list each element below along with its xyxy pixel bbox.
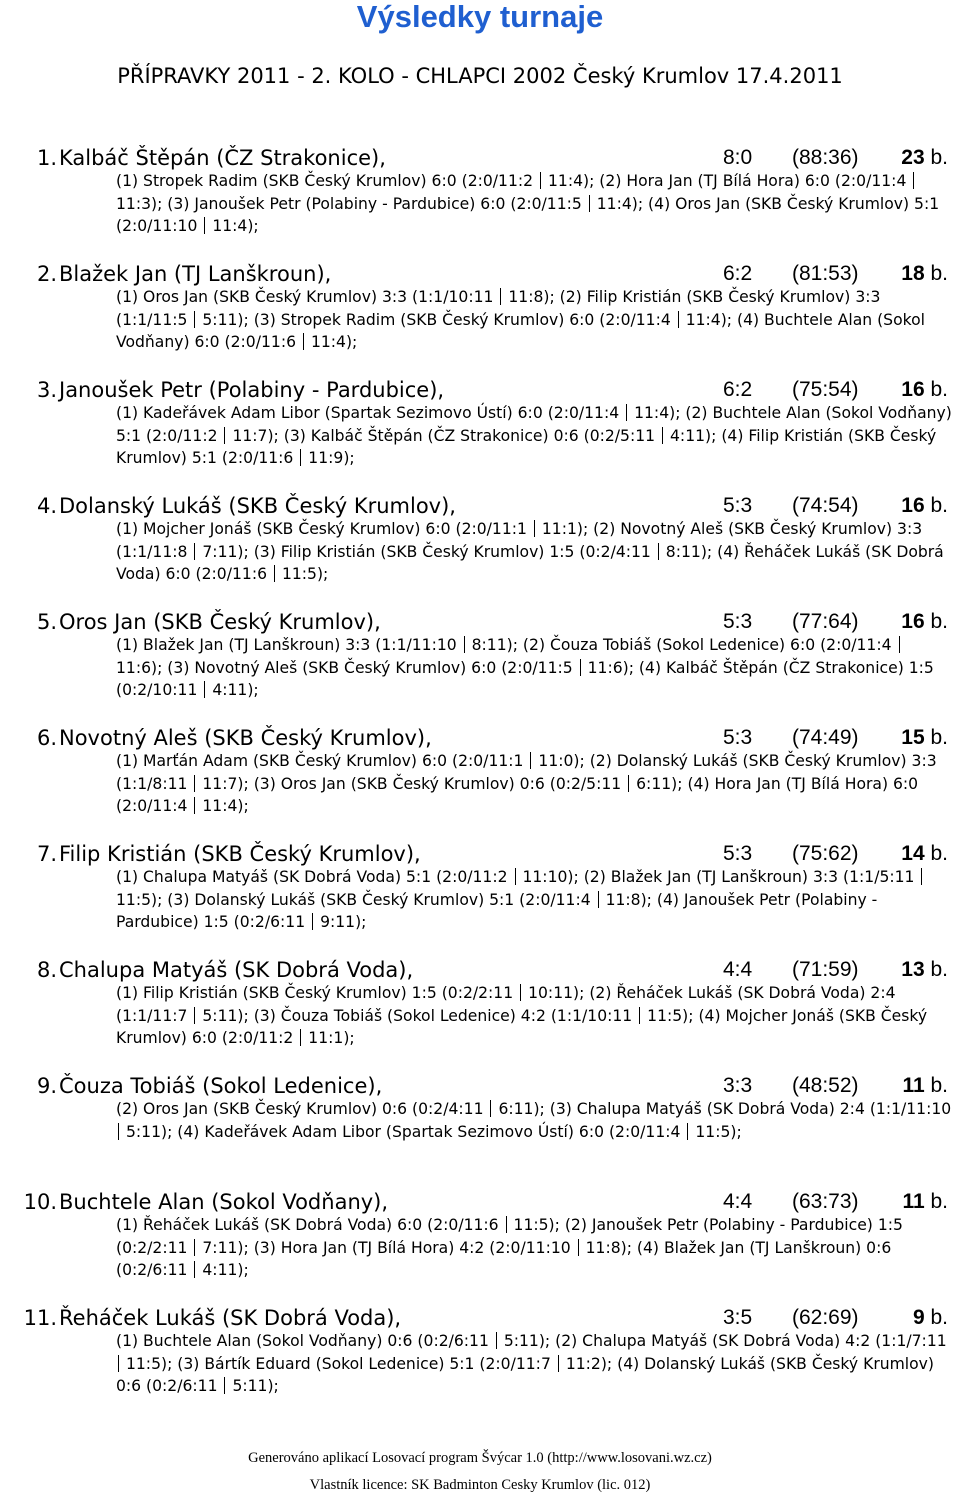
score-separator [194, 1007, 195, 1024]
score-separator [520, 984, 521, 1001]
player-result [0, 838, 960, 954]
player-rank: 1. [36, 146, 57, 170]
player-points-value: 15 [901, 726, 925, 749]
score-separator [639, 1007, 640, 1024]
player-points-value: 11 [902, 1190, 925, 1213]
player-match-record: 5:3 [723, 494, 753, 517]
player-match-record: 5:3 [723, 610, 753, 633]
player-rank: 3. [36, 378, 57, 402]
score-separator [194, 311, 195, 328]
player-points-value: 18 [901, 262, 925, 285]
player-rank: 7. [36, 842, 57, 866]
player-points-unit: b. [930, 1074, 948, 1097]
player-match-record: 5:3 [723, 726, 753, 749]
player-points-value: 16 [901, 494, 925, 517]
score-separator [303, 333, 304, 350]
score-separator [464, 636, 465, 653]
player-match-details: (1) Buchtele Alan (Sokol Vodňany) 0:6 (0:2/6:11 5:11); (2) Chalupa Matyáš (SK Dobrá Voda) 4:2 (1:1/7:11 11:5); (3) Bártík Eduard (Sokol Ledenice) 5:1 (2:0/11:7 11:2); (4) Dolanský Lukáš (SKB Český Krumlov) 0:6 (0:2/6:11 5:11); [116, 1332, 947, 1395]
score-separator [687, 1123, 688, 1140]
player-result [0, 258, 960, 374]
player-name: Janoušek Petr (Polabiny - Pardubice), [59, 378, 445, 402]
player-points-unit: b. [930, 842, 948, 865]
score-separator [194, 775, 195, 792]
score-separator [530, 752, 531, 769]
player-name: Oros Jan (SKB Český Krumlov), [59, 610, 381, 634]
player-result [0, 1070, 960, 1186]
player-points-value: 23 [901, 146, 925, 169]
player-result [0, 490, 960, 606]
score-separator [204, 217, 205, 234]
score-separator [534, 520, 535, 537]
player-rank: 9. [36, 1074, 57, 1098]
player-name: Dolanský Lukáš (SKB Český Krumlov), [59, 494, 456, 518]
tournament-subtitle: PŘÍPRAVKY 2011 - 2. KOLO - CHLAPCI 2002 Český Krumlov 17.4.2011 [117, 64, 843, 88]
player-game-score: (48:52) [792, 1074, 859, 1097]
player-name: Čouza Tobiáš (Sokol Ledenice), [59, 1074, 383, 1098]
player-game-score: (77:64) [792, 610, 859, 633]
player-game-score: (74:49) [792, 726, 859, 749]
score-separator [662, 427, 663, 444]
score-separator [194, 1239, 195, 1256]
player-match-details: (2) Oros Jan (SKB Český Krumlov) 0:6 (0:2/4:11 6:11); (3) Chalupa Matyáš (SK Dobrá Voda) 2:4 (1:1/11:10 5:11); (4) Kadeřávek Adam Libor (Spartak Sezimovo Ústí) 6:0 (2:0/11:4 11:5); [116, 1100, 952, 1141]
score-separator [500, 288, 501, 305]
player-game-score: (88:36) [792, 146, 859, 169]
player-match-details: (1) Blažek Jan (TJ Lanškroun) 3:3 (1:1/11:10 8:11); (2) Čouza Tobiáš (Sokol Ledenice) 6:0 (2:0/11:4 11:6); (3) Novotný Aleš (SKB Český Krumlov) 6:0 (2:0/11:5 11:6); (4) Kalbáč Štěpán (ČZ Strakonice) 1:5 (0:2/10:11 4:11); [116, 636, 934, 699]
player-match-details: (1) Oros Jan (SKB Český Krumlov) 3:3 (1:1/10:11 11:8); (2) Filip Kristián (SKB Český Krumlov) 3:3 (1:1/11:5 5:11); (3) Stropek Radim (SKB Český Krumlov) 6:0 (2:0/11:4 11:4); (4) Buchtele Alan (Sokol Vodňany) 6:0 (2:0/11:6 11:4); [116, 288, 925, 351]
player-rank: 6. [36, 726, 57, 750]
player-points-value: 9 [912, 1306, 925, 1329]
player-match-details: (1) Chalupa Matyáš (SK Dobrá Voda) 5:1 (2:0/11:2 11:10); (2) Blažek Jan (TJ Lanškroun) 3:3 (1:1/5:11 11:5); (3) Dolanský Lukáš (SKB Český Krumlov) 5:1 (2:0/11:4 11:8); (4) Janoušek Petr (Polabiny - Pardubice) 1:5 (0:2/6:11 9:11); [116, 866, 952, 934]
player-points-value: 13 [901, 958, 925, 981]
player-result [0, 954, 960, 1070]
score-separator [515, 868, 516, 885]
page-title: Výsledky turnaje [356, 0, 604, 34]
player-rank: 4. [36, 494, 57, 518]
score-separator [678, 311, 679, 328]
score-separator [224, 1377, 225, 1394]
score-separator [540, 172, 541, 189]
player-rank: 5. [36, 610, 57, 634]
score-separator [626, 404, 627, 421]
player-points-unit: b. [930, 610, 948, 633]
player-points-unit: b. [930, 494, 948, 517]
player-points-unit: b. [930, 726, 948, 749]
score-separator [194, 543, 195, 560]
score-separator [589, 195, 590, 212]
score-separator [274, 565, 275, 582]
player-name: Buchtele Alan (Sokol Vodňany), [59, 1190, 389, 1214]
player-match-details: (1) Filip Kristián (SKB Český Krumlov) 1:5 (0:2/2:11 10:11); (2) Řeháček Lukáš (SK Dobrá Voda) 2:4 (1:1/11:7 5:11); (3) Čouza Tobiáš (Sokol Ledenice) 4:2 (1:1/10:11 11:5); (4) Mojcher Jonáš (SKB Český Krumlov) 6:0 (2:0/11:2 11:1); [116, 984, 928, 1047]
score-separator [506, 1216, 507, 1233]
player-game-score: (63:73) [792, 1190, 859, 1213]
player-name: Filip Kristián (SKB Český Krumlov), [59, 842, 421, 866]
player-result [0, 142, 960, 258]
player-points-unit: b. [930, 262, 948, 285]
score-separator [558, 1355, 559, 1372]
player-rank: 10. [23, 1190, 57, 1214]
player-match-record: 4:4 [723, 958, 753, 981]
player-points-unit: b. [930, 1190, 948, 1213]
player-result [0, 606, 960, 722]
player-points-value: 11 [902, 1074, 925, 1097]
player-result [0, 1302, 960, 1418]
player-game-score: (74:54) [792, 494, 859, 517]
player-game-score: (71:59) [792, 958, 859, 981]
player-points-unit: b. [930, 958, 948, 981]
score-separator [580, 659, 581, 676]
score-separator [913, 172, 914, 189]
player-rank: 2. [36, 262, 57, 286]
player-rank: 8. [36, 958, 57, 982]
score-separator [312, 913, 313, 930]
score-separator [194, 797, 195, 814]
player-points-value: 16 [901, 610, 925, 633]
score-separator [628, 775, 629, 792]
player-match-record: 4:4 [723, 1190, 753, 1213]
player-name: Blažek Jan (TJ Lanškroun), [59, 262, 332, 286]
score-separator [300, 449, 301, 466]
results-list [0, 142, 960, 1418]
player-match-record: 8:0 [723, 146, 753, 169]
footer-generated: Generováno aplikací Losovací program Švýcar 1.0 (http://www.losovani.wz.cz) [248, 1450, 712, 1466]
player-name: Novotný Aleš (SKB Český Krumlov), [59, 726, 432, 750]
player-name: Kalbáč Štěpán (ČZ Strakonice), [59, 146, 386, 170]
player-points-unit: b. [930, 378, 948, 401]
score-separator [118, 1123, 119, 1140]
player-match-details: (1) Řeháček Lukáš (SK Dobrá Voda) 6:0 (2:0/11:6 11:5); (2) Janoušek Petr (Polabiny - Pardubice) 1:5 (0:2/2:11 7:11); (3) Hora Jan (TJ Bílá Hora) 4:2 (2:0/11:10 11:8); (4) Blažek Jan (TJ Lanškroun) 0:6 (0:2/6:11 4:11); [116, 1216, 903, 1279]
player-match-record: 6:2 [723, 262, 753, 285]
score-separator [118, 1355, 119, 1372]
score-separator [921, 868, 922, 885]
player-match-record: 3:3 [723, 1074, 753, 1097]
score-separator [496, 1332, 497, 1349]
player-points-unit: b. [930, 146, 948, 169]
player-game-score: (81:53) [792, 262, 859, 285]
player-match-details: (1) Kadeřávek Adam Libor (Spartak Sezimovo Ústí) 6:0 (2:0/11:4 11:4); (2) Buchtele Alan (Sokol Vodňany) 5:1 (2:0/11:2 11:7); (3) Kalbáč Štěpán (ČZ Strakonice) 0:6 (0:2/5:11 4:11); (4) Filip Kristián (SKB Český Krumlov) 5:1 (2:0/11:6 11:9); [116, 404, 952, 467]
player-match-record: 6:2 [723, 378, 753, 401]
player-game-score: (75:62) [792, 842, 859, 865]
player-rank: 11. [23, 1306, 57, 1330]
score-separator [899, 636, 900, 653]
footer-license: Vlastník licence: SK Badminton Cesky Krumlov (lic. 012) [309, 1477, 651, 1493]
player-result [0, 1186, 960, 1302]
player-result [0, 722, 960, 838]
score-separator [578, 1239, 579, 1256]
score-separator [658, 543, 659, 560]
player-result [0, 374, 960, 490]
score-separator [204, 681, 205, 698]
score-separator [194, 1261, 195, 1278]
score-separator [490, 1100, 491, 1117]
player-match-details: (1) Marťán Adam (SKB Český Krumlov) 6:0 (2:0/11:1 11:0); (2) Dolanský Lukáš (SKB Český Krumlov) 3:3 (1:1/8:11 11:7); (3) Oros Jan (SKB Český Krumlov) 0:6 (0:2/5:11 6:11); (4) Hora Jan (TJ Bílá Hora) 6:0 (2:0/11:4 11:4); [116, 752, 937, 815]
player-points-unit: b. [930, 1306, 948, 1329]
score-separator [598, 891, 599, 908]
player-match-details: (1) Stropek Radim (SKB Český Krumlov) 6:0 (2:0/11:2 11:4); (2) Hora Jan (TJ Bílá Hora) 6:0 (2:0/11:4 11:3); (3) Janoušek Petr (Polabiny - Pardubice) 6:0 (2:0/11:5 11:4); (4) Oros Jan (SKB Český Krumlov) 5:1 (2:0/11:10 11:4); [116, 172, 940, 235]
player-points-value: 16 [901, 378, 925, 401]
player-game-score: (62:69) [792, 1306, 859, 1329]
score-separator [300, 1029, 301, 1046]
player-name: Řeháček Lukáš (SK Dobrá Voda), [59, 1306, 402, 1330]
player-match-record: 5:3 [723, 842, 753, 865]
player-game-score: (75:54) [792, 378, 859, 401]
player-match-record: 3:5 [723, 1306, 753, 1329]
player-name: Chalupa Matyáš (SK Dobrá Voda), [59, 958, 414, 982]
player-points-value: 14 [901, 842, 925, 865]
score-separator [224, 427, 225, 444]
player-match-details: (1) Mojcher Jonáš (SKB Český Krumlov) 6:0 (2:0/11:1 11:1); (2) Novotný Aleš (SKB Český Krumlov) 3:3 (1:1/11:8 7:11); (3) Filip Kristián (SKB Český Krumlov) 1:5 (0:2/4:11 8:11); (4) Řeháček Lukáš (SK Dobrá Voda) 6:0 (2:0/11:6 11:5); [116, 520, 944, 583]
